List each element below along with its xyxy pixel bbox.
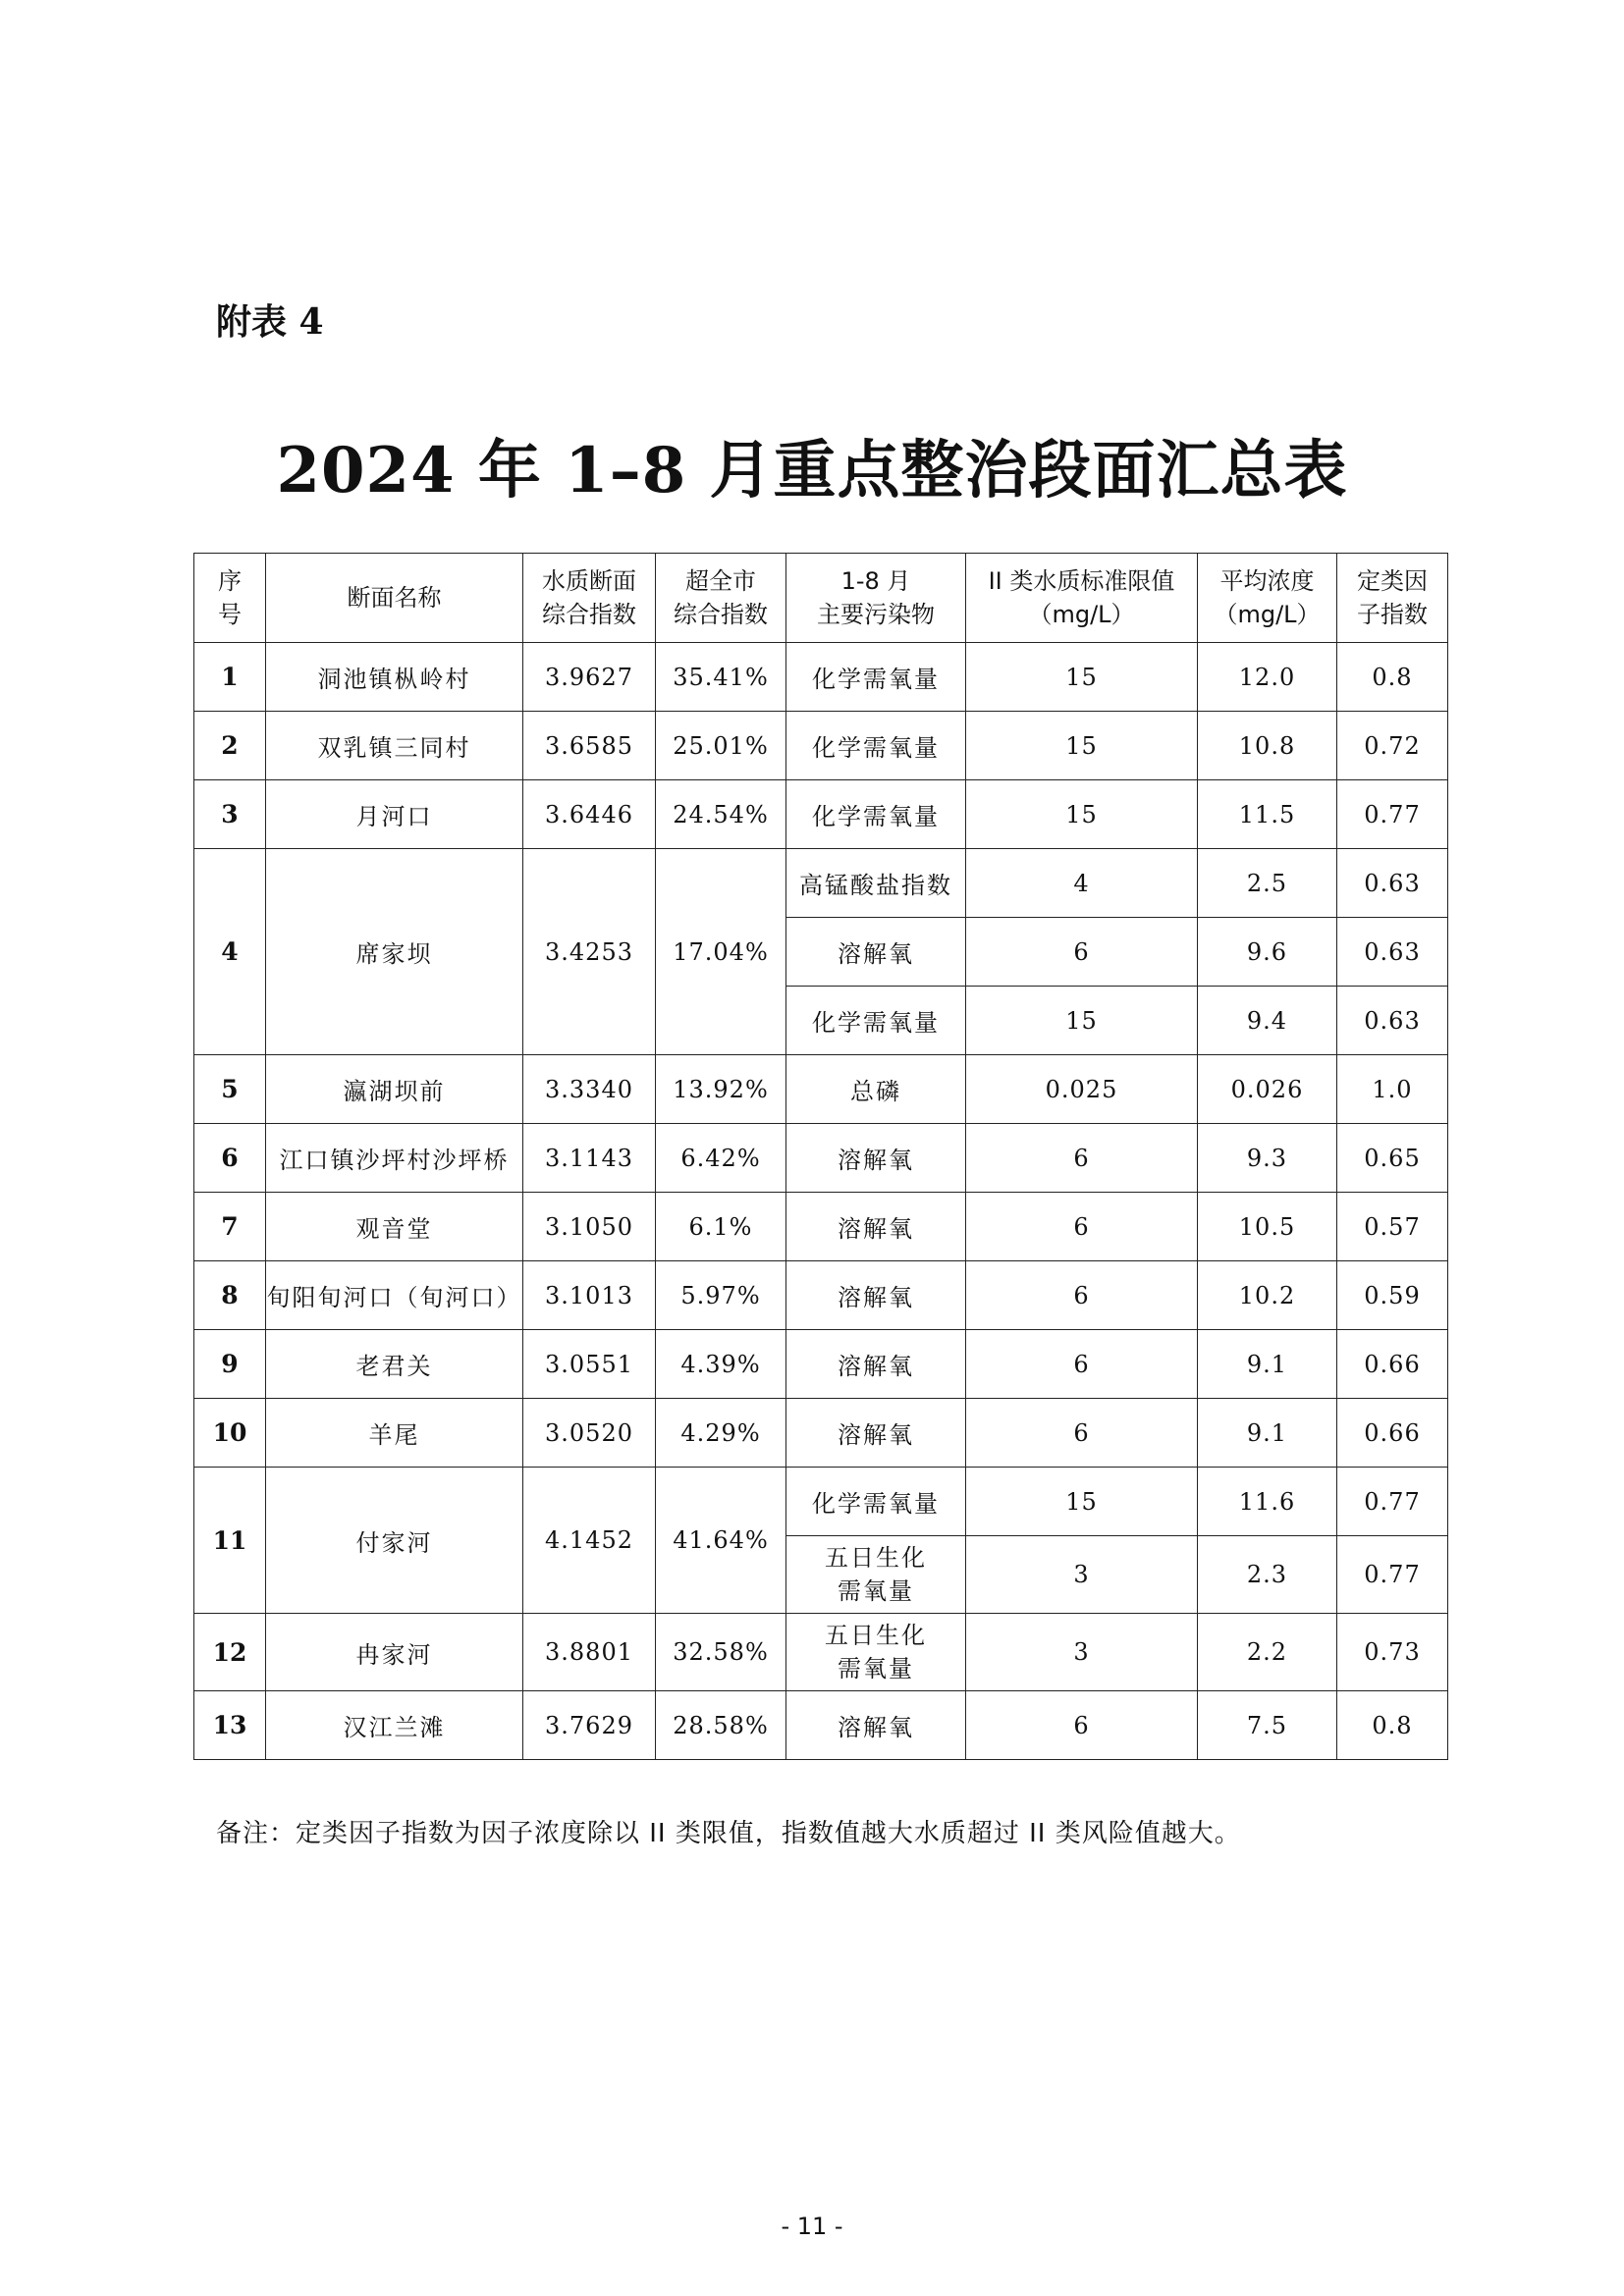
- table-row: [194, 1124, 1448, 1193]
- cell-limit: 3: [966, 1614, 1198, 1691]
- cell-name: 付家河: [266, 1468, 523, 1614]
- table-row: [194, 1330, 1448, 1399]
- cell-exceed: 4.39%: [656, 1330, 786, 1399]
- cell-factor: 0.8: [1337, 643, 1448, 712]
- cell-wq-index: 3.1013: [523, 1261, 656, 1330]
- cell-name: 汉江兰滩: [266, 1691, 523, 1760]
- document-title: 2024 年 1–8 月重点整治段面汇总表: [276, 434, 1348, 507]
- table-row: [194, 849, 1448, 918]
- cell-factor: 0.73: [1337, 1614, 1448, 1691]
- cell-factor: 0.77: [1337, 780, 1448, 849]
- appendix-label: 附表 4: [216, 301, 324, 343]
- cell-avg: 9.1: [1198, 1399, 1337, 1468]
- cell-wq-index: 3.0551: [523, 1330, 656, 1399]
- cell-factor: 0.66: [1337, 1399, 1448, 1468]
- cell-pollutant: 溶解氧: [786, 1330, 966, 1399]
- cell-avg: 12.0: [1198, 643, 1337, 712]
- table-row: [194, 1614, 1448, 1691]
- cell-name: 席家坝: [266, 849, 523, 1055]
- cell-factor: 0.72: [1337, 712, 1448, 780]
- cell-exceed: 28.58%: [656, 1691, 786, 1760]
- cell-factor: 0.63: [1337, 918, 1448, 987]
- cell-name: 江口镇沙坪村沙坪桥: [266, 1124, 523, 1193]
- cell-factor: 0.59: [1337, 1261, 1448, 1330]
- table-row: [194, 1468, 1448, 1536]
- cell-wq-index: 3.4253: [523, 849, 656, 1055]
- cell-wq-index: 3.8801: [523, 1614, 656, 1691]
- cell-pollutant: 化学需氧量: [786, 643, 966, 712]
- cell-factor: 0.77: [1337, 1536, 1448, 1614]
- table-row: [194, 780, 1448, 849]
- cell-pollutant: 化学需氧量: [786, 712, 966, 780]
- cell-limit: 6: [966, 1330, 1198, 1399]
- cell-pollutant: 化学需氧量: [786, 987, 966, 1055]
- table-row: [194, 643, 1448, 712]
- cell-limit: 6: [966, 918, 1198, 987]
- cell-name: 双乳镇三同村: [266, 712, 523, 780]
- cell-seq: 9: [194, 1330, 266, 1399]
- cell-seq: 2: [194, 712, 266, 780]
- cell-seq: 5: [194, 1055, 266, 1124]
- cell-seq: 10: [194, 1399, 266, 1468]
- header-name: 断面名称: [266, 554, 523, 643]
- cell-avg: 9.4: [1198, 987, 1337, 1055]
- cell-limit: 3: [966, 1536, 1198, 1614]
- cell-exceed: 13.92%: [656, 1055, 786, 1124]
- cell-avg: 9.3: [1198, 1124, 1337, 1193]
- table-row: [194, 1399, 1448, 1468]
- cell-avg: 9.1: [1198, 1330, 1337, 1399]
- cell-pollutant: 化学需氧量: [786, 780, 966, 849]
- cell-exceed: 5.97%: [656, 1261, 786, 1330]
- cell-factor: 0.8: [1337, 1691, 1448, 1760]
- cell-avg: 2.2: [1198, 1614, 1337, 1691]
- cell-wq-index: 3.0520: [523, 1399, 656, 1468]
- cell-wq-index: 3.1050: [523, 1193, 656, 1261]
- cell-name: 老君关: [266, 1330, 523, 1399]
- cell-name: 旬阳旬河口（旬河口）: [266, 1261, 523, 1330]
- cell-avg: 2.5: [1198, 849, 1337, 918]
- header-exceed: 超全市 综合指数: [656, 554, 786, 643]
- cell-pollutant: 总磷: [786, 1055, 966, 1124]
- remark-note: 备注：定类因子指数为因子浓度除以 II 类限值，指数值越大水质超过 II 类风险值越大。: [216, 1819, 1241, 1848]
- cell-limit: 6: [966, 1261, 1198, 1330]
- cell-pollutant: 高锰酸盐指数: [786, 849, 966, 918]
- cell-avg: 0.026: [1198, 1055, 1337, 1124]
- cell-limit: 15: [966, 643, 1198, 712]
- cell-seq: 3: [194, 780, 266, 849]
- cell-seq: 4: [194, 849, 266, 1055]
- cell-pollutant: 溶解氧: [786, 1193, 966, 1261]
- cell-exceed: 41.64%: [656, 1468, 786, 1614]
- cell-factor: 0.65: [1337, 1124, 1448, 1193]
- cell-limit: 0.025: [966, 1055, 1198, 1124]
- cell-limit: 6: [966, 1124, 1198, 1193]
- cell-pollutant: 化学需氧量: [786, 1468, 966, 1536]
- cell-name: 羊尾: [266, 1399, 523, 1468]
- cell-limit: 4: [966, 849, 1198, 918]
- cell-name: 观音堂: [266, 1193, 523, 1261]
- page-number: - 11 -: [781, 2213, 843, 2240]
- cell-wq-index: 3.3340: [523, 1055, 656, 1124]
- cell-avg: 7.5: [1198, 1691, 1337, 1760]
- cell-name: 洞池镇枞岭村: [266, 643, 523, 712]
- table-row: [194, 1691, 1448, 1760]
- cell-limit: 6: [966, 1193, 1198, 1261]
- header-seq: 序 号: [194, 554, 266, 643]
- cell-exceed: 32.58%: [656, 1614, 786, 1691]
- cell-avg: 10.2: [1198, 1261, 1337, 1330]
- table-row: [194, 712, 1448, 780]
- cell-pollutant: 溶解氧: [786, 918, 966, 987]
- cell-factor: 0.77: [1337, 1468, 1448, 1536]
- cell-seq: 1: [194, 643, 266, 712]
- cell-limit: 6: [966, 1399, 1198, 1468]
- cell-wq-index: 3.6585: [523, 712, 656, 780]
- cell-factor: 0.63: [1337, 849, 1448, 918]
- cell-seq: 8: [194, 1261, 266, 1330]
- table-body: [194, 643, 1448, 1760]
- cell-pollutant: 溶解氧: [786, 1124, 966, 1193]
- cell-wq-index: 3.7629: [523, 1691, 656, 1760]
- cell-wq-index: 3.1143: [523, 1124, 656, 1193]
- header-wq-index: 水质断面 综合指数: [523, 554, 656, 643]
- cell-limit: 15: [966, 987, 1198, 1055]
- cell-exceed: 6.1%: [656, 1193, 786, 1261]
- cell-factor: 1.0: [1337, 1055, 1448, 1124]
- cell-pollutant: 溶解氧: [786, 1261, 966, 1330]
- cell-avg: 10.5: [1198, 1193, 1337, 1261]
- cell-exceed: 25.01%: [656, 712, 786, 780]
- header-pollutant: 1-8 月 主要污染物: [786, 554, 966, 643]
- cell-factor: 0.66: [1337, 1330, 1448, 1399]
- cell-pollutant: 五日生化 需氧量: [786, 1536, 966, 1614]
- cell-avg: 9.6: [1198, 918, 1337, 987]
- cell-limit: 15: [966, 1468, 1198, 1536]
- header-limit: II 类水质标准限值 （mg/L）: [966, 554, 1198, 643]
- cell-avg: 10.8: [1198, 712, 1337, 780]
- cell-seq: 6: [194, 1124, 266, 1193]
- cell-wq-index: 4.1452: [523, 1468, 656, 1614]
- cell-name: 月河口: [266, 780, 523, 849]
- cell-name: 冉家河: [266, 1614, 523, 1691]
- cell-exceed: 6.42%: [656, 1124, 786, 1193]
- cell-limit: 6: [966, 1691, 1198, 1760]
- cell-name: 瀛湖坝前: [266, 1055, 523, 1124]
- header-avg: 平均浓度 （mg/L）: [1198, 554, 1337, 643]
- cell-avg: 2.3: [1198, 1536, 1337, 1614]
- cell-factor: 0.63: [1337, 987, 1448, 1055]
- cell-pollutant: 溶解氧: [786, 1691, 966, 1760]
- table-row: [194, 1193, 1448, 1261]
- table-row: [194, 1055, 1448, 1124]
- cell-pollutant: 溶解氧: [786, 1399, 966, 1468]
- cell-seq: 12: [194, 1614, 266, 1691]
- cell-seq: 13: [194, 1691, 266, 1760]
- cell-seq: 7: [194, 1193, 266, 1261]
- cell-factor: 0.57: [1337, 1193, 1448, 1261]
- cell-exceed: 4.29%: [656, 1399, 786, 1468]
- table-header-row: [194, 554, 1448, 643]
- cell-limit: 15: [966, 780, 1198, 849]
- cell-exceed: 24.54%: [656, 780, 786, 849]
- summary-table: [193, 553, 1448, 1760]
- cell-wq-index: 3.9627: [523, 643, 656, 712]
- cell-limit: 15: [966, 712, 1198, 780]
- table-row: [194, 1261, 1448, 1330]
- cell-pollutant: 五日生化 需氧量: [786, 1614, 966, 1691]
- cell-exceed: 35.41%: [656, 643, 786, 712]
- header-factor: 定类因 子指数: [1337, 554, 1448, 643]
- cell-wq-index: 3.6446: [523, 780, 656, 849]
- cell-exceed: 17.04%: [656, 849, 786, 1055]
- cell-seq: 11: [194, 1468, 266, 1614]
- cell-avg: 11.6: [1198, 1468, 1337, 1536]
- cell-avg: 11.5: [1198, 780, 1337, 849]
